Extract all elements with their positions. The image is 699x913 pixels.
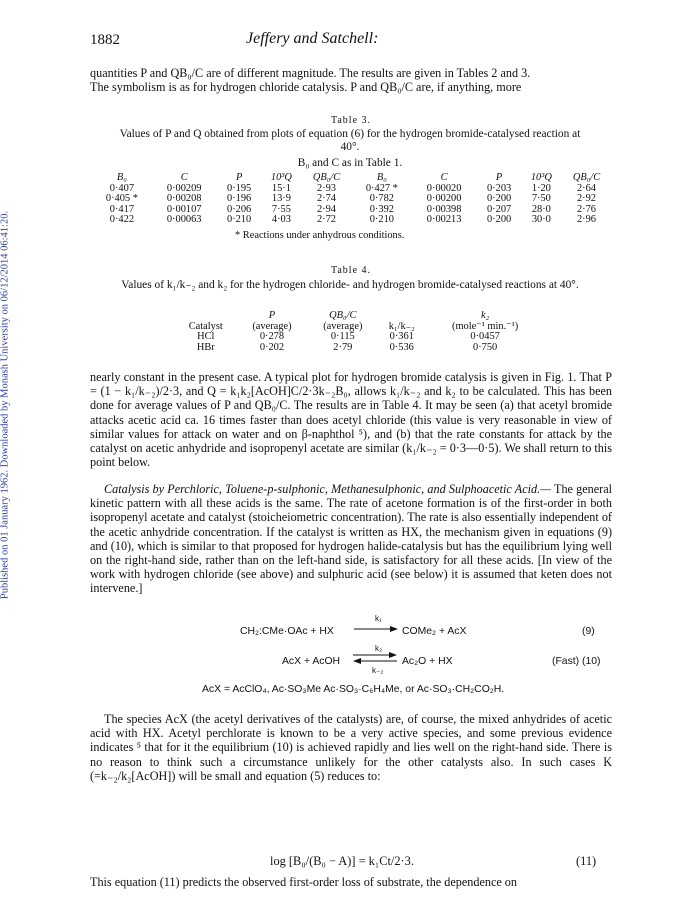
table3-cell: 0·00200 [426, 193, 462, 205]
table4-label: Table 4. [330, 265, 372, 276]
intro-line-2: The symbolism is as for hydrogen chloride catalysis. P and QB₀/C are, if anything, more [90, 80, 522, 95]
eq10-number: (Fast) (10) [552, 656, 601, 667]
table4-cell: 0·278 [259, 331, 285, 343]
table3-cell: 0·782 [369, 193, 394, 205]
body-paragraph-1: nearly constant in the present case. A typical plot for hydrogen bromide catalysis is given in Fig. 1. That P = (1 − k₁/k₋₂)/2·3, and Q = k₁k₂[AcOH]C/2·3k₋₂B₀, allows k₁/k₋₂ and k₂ to be calculated. This has been done for average values of P and QB₀/C. The results are in Table 4. It may be seen (a) that acetyl bromide attacks acetic acid ca. 16 times faster than does acetyl chloride (this value is very reasonable in view of similar values for attack on water and on β-naphthol ⁵), and (b) that the rate constants for attack by the catalyst on acetic anhydride and isopropenyl acetate are similar (k₁/k₋₂ = 0·3—0·5). We shall return to this point below. [90, 370, 612, 470]
table3-cell: 0·195 [227, 182, 252, 194]
table3-cell: 0·00398 [426, 203, 462, 215]
table3-cell: 7·50 [531, 193, 551, 205]
table3-cell: 0·210 [227, 214, 252, 226]
table4-cell: 0·202 [259, 341, 285, 353]
table4-col-header-top [175, 311, 237, 322]
table4-cell: 0·361 [389, 331, 414, 343]
table3-cell: 0·210 [369, 214, 394, 226]
table3-subcaption: B₀ and C as in Table 1. [297, 157, 403, 169]
table4-col-header: k₁/k₋₂ [388, 320, 415, 332]
table4-col-header: (average) [252, 320, 292, 332]
table3-cell: 0·407 [109, 182, 135, 194]
eq10-forward-constant: k₂ [375, 644, 383, 653]
table3-label: Table 3. [330, 115, 372, 126]
table3-cell: 2·74 [316, 193, 336, 205]
table3-col-header: QB₀/C [312, 172, 341, 183]
page-number: 1882 [90, 32, 120, 48]
table4-cell: HCl [197, 331, 215, 343]
table3-col-header: 10³Q [270, 172, 292, 183]
table3-cell: 0·00020 [426, 182, 462, 194]
table4-col-header: (average) [323, 320, 363, 332]
table4-col-header-top: QB₀/C [329, 310, 357, 321]
table3-cell: 7·55 [271, 203, 291, 215]
table4-col-header-top: k₂ [481, 310, 490, 321]
equation-11-number: (11) [576, 854, 597, 868]
eq10-left: AcX + AcOH [282, 656, 341, 667]
table3-cell: 15·1 [271, 182, 291, 194]
table3-cell: 1·20 [531, 182, 551, 194]
table3-cell: 0·00107 [166, 203, 202, 215]
table3-cell: 2·64 [576, 182, 596, 194]
download-notice [0, 210, 12, 600]
table3-cell: 0·00208 [166, 193, 202, 205]
table4-col-header: Catalyst [188, 320, 223, 332]
table3-cell: 2·96 [576, 214, 596, 226]
table4-cell: 0·0457 [470, 331, 500, 343]
table4-caption: Values of k₁/k₋₂ and k₂ for the hydrogen chloride- and hydrogen bromide-catalysed reactions at 40°. [121, 279, 579, 291]
table3-cell: 28·0 [531, 203, 551, 215]
eq9-rate-constant: k₁ [375, 614, 382, 623]
eq10-right: Ac₂O + HX [402, 656, 453, 667]
table3-col-header: QB₀/C [572, 172, 601, 183]
body-paragraph-2 [90, 482, 612, 596]
table4-col-header: (mole⁻¹ min.⁻¹) [451, 320, 519, 332]
table3-caption: Values of P and Q obtained from plots of equation (6) for the hydrogen bromide-catalysed reaction at 40°. [119, 128, 581, 153]
section-text: The general kinetic pattern with all these acids is the same. The rate of acetone formation is of the first-order in both isopropenyl acetate and catalyst (stoicheiometric concentration). The rate is also essentially independent of the acetic anhydride concentration. If the catalyst is written as HX, the mechanism given in equations (9) and (10), which is similar to that proposed for hydrogen halide-catalysis but has the equilibrium lying well on the right-hand side, rather than on the left-hand side, is satisfactory for all these acids. [In view of the work with hydrogen chloride (see above) and sulphuric acid (see below) it is assumed that keten does not intervene.] [90, 482, 613, 596]
table3-cell: 0·200 [486, 193, 512, 205]
body-paragraph-3: The species AcX (the acetyl derivatives of the catalysts) are, of course, the mixed anhydrides of acetic acid with HX. Acetyl perchlorate is known to be a very active species, and some previous evidence indicates ⁵ that for it the equilibrium (10) is achieved rapidly and lies well on the right-hand side. There is no reason to think such a circumstance unlikely for the other catalysts also. In such cases K (=k₋₂/k₂[AcOH]) will be small and equation (5) reduces to: [90, 712, 612, 783]
table4-row [175, 343, 545, 354]
table3-col-header: P [495, 172, 503, 183]
table4-cell: 2·79 [333, 341, 353, 353]
table4-cell: 0·115 [330, 331, 355, 343]
last-line: This equation (11) predicts the observed first-order loss of substrate, the dependence on [90, 875, 517, 889]
table4-col-header-top: P [268, 310, 276, 321]
table3-cell: 0·422 [109, 214, 135, 226]
eq9-right: COMe₂ + AcX [402, 626, 467, 637]
intro-line-1: quantities P and QB₀/C are of different magnitude. The results are given in Tables 2 and 3. [90, 66, 531, 80]
table3-cell: 0·196 [227, 193, 252, 205]
table3-cell: 0·427 * [365, 182, 398, 194]
table3-cell: 0·405 * [105, 193, 138, 205]
table3-cell: 0·417 [109, 203, 135, 215]
table3-cell: 2·92 [576, 193, 596, 205]
table3-row [92, 215, 612, 226]
table3-cell: 2·93 [316, 182, 336, 194]
table3-cell: 0·203 [486, 182, 512, 194]
table3-cell: 2·72 [316, 214, 336, 226]
eq9-left: CH₂:CMe·OAc + HX [240, 626, 334, 637]
table3-cell: 0·00209 [166, 182, 202, 194]
intro-text [90, 66, 612, 94]
running-title: Jeffery and Satchell: [246, 30, 379, 47]
table3-header-row [92, 173, 612, 184]
table3-cell: 0·207 [486, 203, 512, 215]
equation-11: log [B₀/(B₀ − A)] = k₁Ct/2·3. [270, 854, 414, 868]
table4-header-row-top [175, 311, 545, 322]
table3-col-header: P [235, 172, 243, 183]
eq10-reverse-constant: k₋₂ [372, 666, 384, 675]
table3-col-header: B₀ [376, 172, 387, 183]
table3-cell: 0·392 [369, 203, 394, 215]
table3-col-header: 10³Q [530, 172, 552, 183]
table3-cell: 0·200 [486, 214, 512, 226]
table3-cell: 2·76 [576, 203, 596, 215]
table3 [92, 173, 612, 226]
table3-cell: 2·94 [316, 203, 336, 215]
table3-footnote: * Reactions under anhydrous conditions. [235, 230, 405, 241]
table3-cell: 0·00063 [166, 214, 202, 226]
table4-cell: HBr [196, 341, 215, 353]
acx-definition: AcX = AcClO₄, Ac·SO₃Me Ac·SO₃·C₆H₄Me, or Ac·SO₃·CH₂CO₂H. [202, 684, 505, 695]
table4 [175, 311, 545, 353]
table3-cell: 0·206 [227, 203, 252, 215]
eq9-number: (9) [582, 626, 595, 637]
table3-cell: 30·0 [531, 214, 551, 226]
table4-cell: 0·536 [389, 341, 414, 353]
table3-col-header: C [440, 172, 448, 183]
eq9-arrow [353, 624, 399, 634]
table3-cell: 13·9 [271, 193, 291, 205]
table3-cell: 4·03 [271, 214, 291, 226]
table4-col-header-top [378, 311, 425, 322]
eq10-equilibrium-arrow [352, 652, 398, 664]
table4-cell: 0·750 [473, 341, 498, 353]
section-heading: Catalysis by Perchloric, Toluene-p-sulphonic, Methanesulphonic, and Sulphoacetic Acid.— [104, 482, 552, 496]
table3-col-header: B₀ [116, 172, 127, 183]
table3-cell: 0·00213 [426, 214, 462, 226]
table3-col-header: C [180, 172, 188, 183]
download-notice-text: Published on 01 January 1962. Downloaded by Monash University on 06/12/2014 06:41:20. [0, 210, 11, 600]
